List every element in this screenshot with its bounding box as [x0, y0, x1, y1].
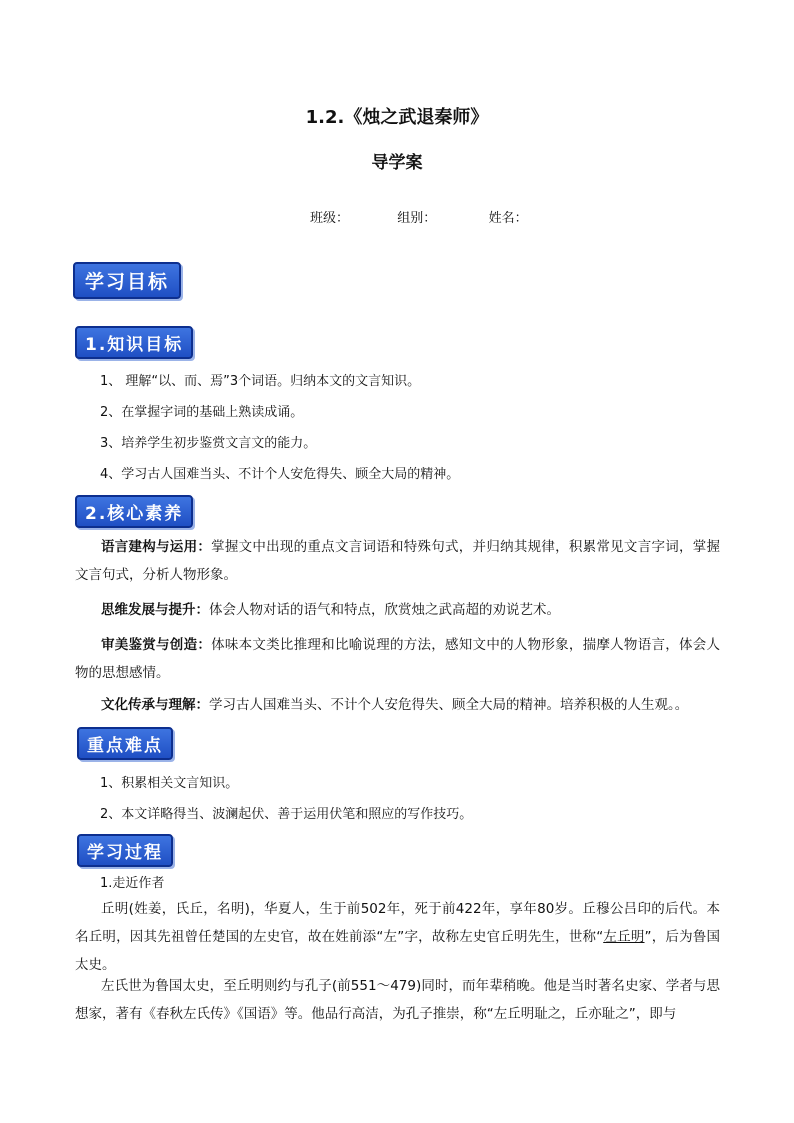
knowledge-item: 1、 理解“以、而、焉”3个词语。归纳本文的文言知识。	[100, 374, 421, 389]
core-item-text: 学习古人国难当头、不计个人安危得失、顾全大局的精神。培养积极的人生观。。	[209, 697, 689, 713]
core-item-term: 语言建构与运用：	[101, 539, 212, 555]
group-label: 组别：	[397, 211, 437, 226]
knowledge-item: 4、学习古人国难当头、不计个人安危得失、顾全大局的精神。	[100, 467, 460, 482]
core-literacy-banner: 2.核心素养	[75, 495, 193, 528]
key-point-item: 1、积累相关文言知识。	[100, 776, 239, 791]
knowledge-item: 3、培养学生初步鉴赏文言文的能力。	[100, 436, 317, 451]
process-heading: 1.走近作者	[100, 876, 165, 891]
name-label: 姓名：	[488, 211, 528, 226]
core-item	[75, 691, 720, 719]
core-item	[75, 533, 720, 589]
author-name-underlined: 左丘明	[603, 929, 645, 945]
core-item-text: 体会人物对话的语气和特点，欣赏烛之武高超的劝说艺术。	[209, 602, 560, 618]
core-item-term: 文化传承与理解：	[101, 697, 209, 713]
author-p1-text: 丘明(姓姜，氏丘，名明)，华夏人，生于前502年，死于前422年，享年80岁。丘穆公吕印的后代。本名丘明，因其先祖曾任楚国的左史官，故在姓前添“左”字，故称左史官丘明先生，世称“	[75, 901, 720, 945]
core-item	[75, 596, 720, 624]
knowledge-item: 2、在掌握字词的基础上熟读成诵。	[100, 405, 304, 420]
class-label: 班级：	[310, 211, 350, 226]
key-point-item: 2、本文详略得当、波澜起伏、善于运用伏笔和照应的写作技巧。	[100, 807, 473, 822]
core-item-term: 思维发展与提升：	[101, 602, 209, 618]
document-subtitle: 导学案	[371, 153, 423, 173]
document-title: 1.2.《烛之武退秦师》	[305, 107, 489, 128]
author-paragraph-1	[75, 895, 720, 979]
learning-process-banner: 学习过程	[77, 834, 173, 867]
core-item-term: 审美鉴赏与创造：	[101, 637, 212, 653]
core-item	[75, 631, 720, 687]
knowledge-goals-banner: 1.知识目标	[75, 326, 193, 359]
learning-goals-banner: 学习目标	[73, 262, 181, 299]
core-item-text: 掌握文中出现的重点文言词语和特殊句式，并归纳其规律，积累常见文言字词，掌握文言句式，分析人物形象。	[75, 539, 721, 583]
core-item-text: 体味本文类比推理和比喻说理的方法，感知文中的人物形象，揣摩人物语言，体会人物的思想感情。	[75, 637, 721, 681]
author-p1-end: ”，后为鲁国太史。	[75, 929, 721, 973]
author-paragraph-2: 左氏世为鲁国太史，至丘明则约与孔子(前551～479)同时，而年辈稍晚。他是当时著名史家、学者与思想家，著有《春秋左氏传》《国语》等。他品行高洁，为孔子推崇，称“左丘明耻之，丘亦耻之”，即与	[75, 978, 720, 1022]
student-info-line	[310, 207, 528, 226]
key-points-banner: 重点难点	[77, 727, 173, 760]
